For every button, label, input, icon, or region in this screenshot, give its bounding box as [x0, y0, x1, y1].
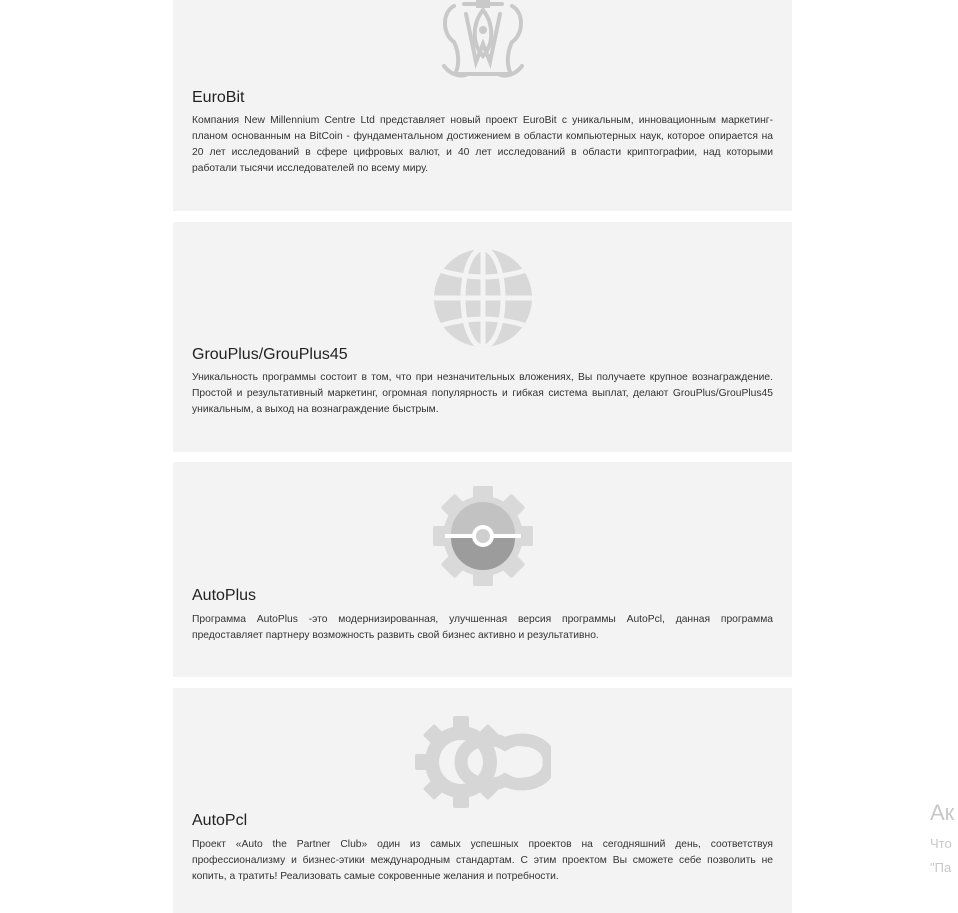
monogram-crest-icon — [436, 0, 530, 82]
card-description: Уникальность программы состоит в том, что при незначительных вложениях, Вы получаете крупное вознаграждение. Простой и результативный маркетинг, огромная популярность и гибкая система выплат, делают GrouPlus/GrouPlus45 уникальным, а выход на вознаграждение быстрым. — [192, 372, 773, 415]
card-eurobit — [173, 0, 792, 211]
card-grouplus — [173, 222, 792, 452]
side-widget-line: "Па — [930, 860, 952, 875]
card-autoplus — [173, 462, 792, 677]
card-autopcl — [173, 688, 792, 913]
side-widget-line: Что — [930, 836, 952, 851]
side-widget[interactable] — [930, 800, 958, 890]
gear-infinity-icon — [415, 714, 551, 810]
card-title: AutoPlus — [192, 587, 257, 604]
card-title: GrouPlus/GrouPlus45 — [192, 346, 348, 363]
card-description: Программа AutoPlus -это модернизированная, улучшенная версия программы AutoPcl, данная программа предоставляет партнеру возможность развить свой бизнес активно и результативно. — [192, 614, 773, 641]
globe-icon — [431, 248, 535, 348]
card-description: Компания New Millennium Centre Ltd представляет новый проект EuroBit с уникальным, инновационным маркетинг-планом основанным на BitCoin - фундаментальном достижением в области компьютерных наук, которое опирается на 20 лет исследований в сфере цифровых валют, и 40 лет исследований в области криптографии, над которыми работали тысячи исследователей по всему миру. — [192, 115, 773, 174]
card-title: AutoPcl — [192, 812, 248, 829]
card-title: EuroBit — [192, 89, 245, 106]
card-description: Проект «Auto the Partner Club» один из самых успешных проектов на сегодняшний день, соответствуя профессионализму и бизнес-этики международным стандартам. С этим проектом Вы сможете себе позволить не копить, а тратить! Реализовать самые сокровенные желания и потребности. — [192, 839, 773, 882]
side-widget-heading: Ак — [930, 800, 955, 825]
gear-disc-icon — [433, 486, 533, 586]
